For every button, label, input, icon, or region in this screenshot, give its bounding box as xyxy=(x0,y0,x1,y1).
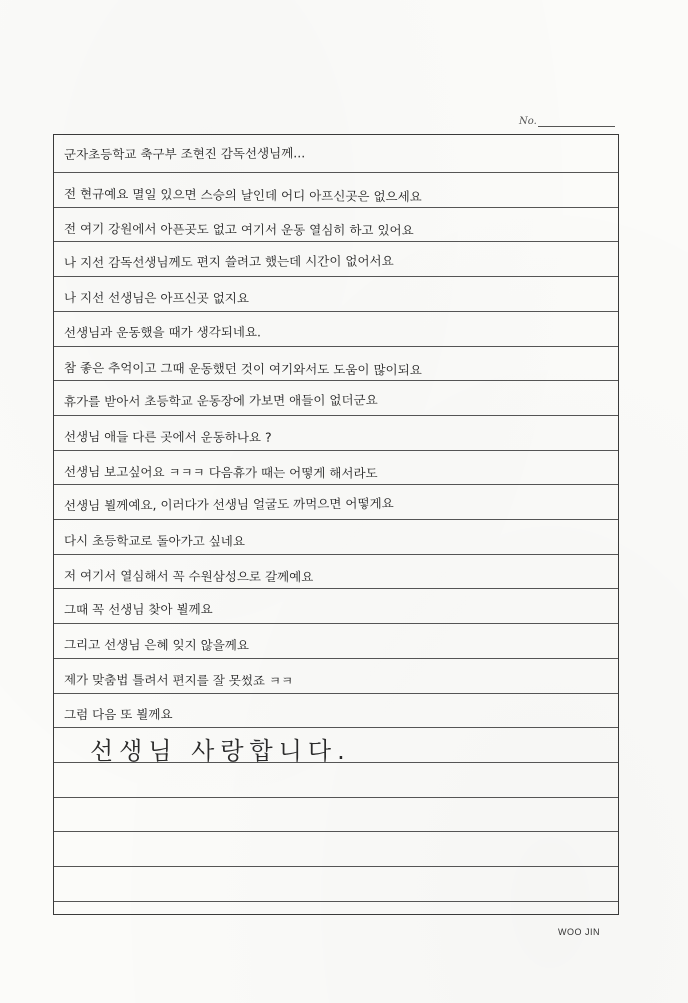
handwritten-line: 나 지선 감독선생님께도 편지 쓸려고 했는데 시간이 없어서요 xyxy=(63,253,394,270)
ruled-writing-area xyxy=(53,134,619,915)
ruled-line xyxy=(54,693,618,694)
handwritten-line: 참 좋은 추억이고 그때 운동했던 것이 여기와서도 도움이 많이되요 xyxy=(63,360,422,378)
ruled-line xyxy=(54,172,618,173)
stationery-brand: WOO JIN xyxy=(558,927,600,937)
handwritten-line: 그때 꼭 선생님 찾아 뵐께요 xyxy=(63,601,213,617)
ruled-line xyxy=(54,623,618,624)
ruled-line xyxy=(54,831,618,832)
ruled-line xyxy=(54,415,618,416)
ruled-line xyxy=(54,484,618,485)
ruled-line xyxy=(54,658,618,659)
ruled-line xyxy=(54,276,618,277)
handwritten-line: 다시 초등학교로 돌아가고 싶네요 xyxy=(63,533,246,549)
handwritten-line: 선생님 뵐께예요, 이러다가 선생님 얼굴도 까먹으면 어떻게요 xyxy=(63,495,394,513)
ruled-line xyxy=(54,346,618,347)
closing-line: 선생님 사랑합니다. xyxy=(90,737,351,765)
ruled-line xyxy=(54,866,618,867)
handwritten-line: 휴가를 받아서 초등학교 운동장에 가보면 애들이 없더군요 xyxy=(63,392,378,409)
ruled-line xyxy=(54,450,618,451)
ruled-line xyxy=(54,727,618,728)
ruled-line xyxy=(54,311,618,312)
ruled-line xyxy=(54,380,618,381)
handwritten-line: 나 지선 선생님은 아프신곳 없지요 xyxy=(63,290,249,306)
ruled-line xyxy=(54,901,618,902)
ruled-line xyxy=(54,519,618,520)
number-label: No. xyxy=(519,116,537,127)
ruled-line xyxy=(54,797,618,798)
ruled-line xyxy=(54,554,618,555)
handwritten-line: 그리고 선생님 은혜 잊지 않을께요 xyxy=(63,637,249,653)
handwritten-line: 선생님 보고싶어요 ㅋㅋㅋ 다음휴가 때는 어떻게 해서라도 xyxy=(63,464,378,481)
handwritten-line: 그럼 다음 또 뵐께요 xyxy=(63,706,173,722)
handwritten-line: 선생님과 운동했을 때가 생각되네요. xyxy=(63,324,262,340)
ruled-line xyxy=(54,588,618,589)
handwritten-line: 제가 맞춤법 틀려서 편지를 잘 못썼죠 ㅋㅋ xyxy=(63,672,294,689)
handwritten-line: 군자초등학교 축구부 조현진 감독선생님께... xyxy=(63,145,306,162)
handwritten-line: 저 여기서 열심해서 꼭 수원삼성으로 갈께예요 xyxy=(63,568,314,585)
handwritten-line: 전 현규예요 멸일 있으면 스승의 날인데 어디 아프신곳은 없으세요 xyxy=(63,186,422,205)
handwritten-line: 전 여기 강원에서 아픈곳도 없고 여기서 운동 열심히 하고 있어요 xyxy=(63,221,414,238)
handwritten-line: 선생님 애들 다른 곳에서 운동하나요 ? xyxy=(63,429,272,445)
ruled-line xyxy=(54,241,618,242)
number-underline xyxy=(538,126,615,127)
ruled-line xyxy=(54,207,618,208)
